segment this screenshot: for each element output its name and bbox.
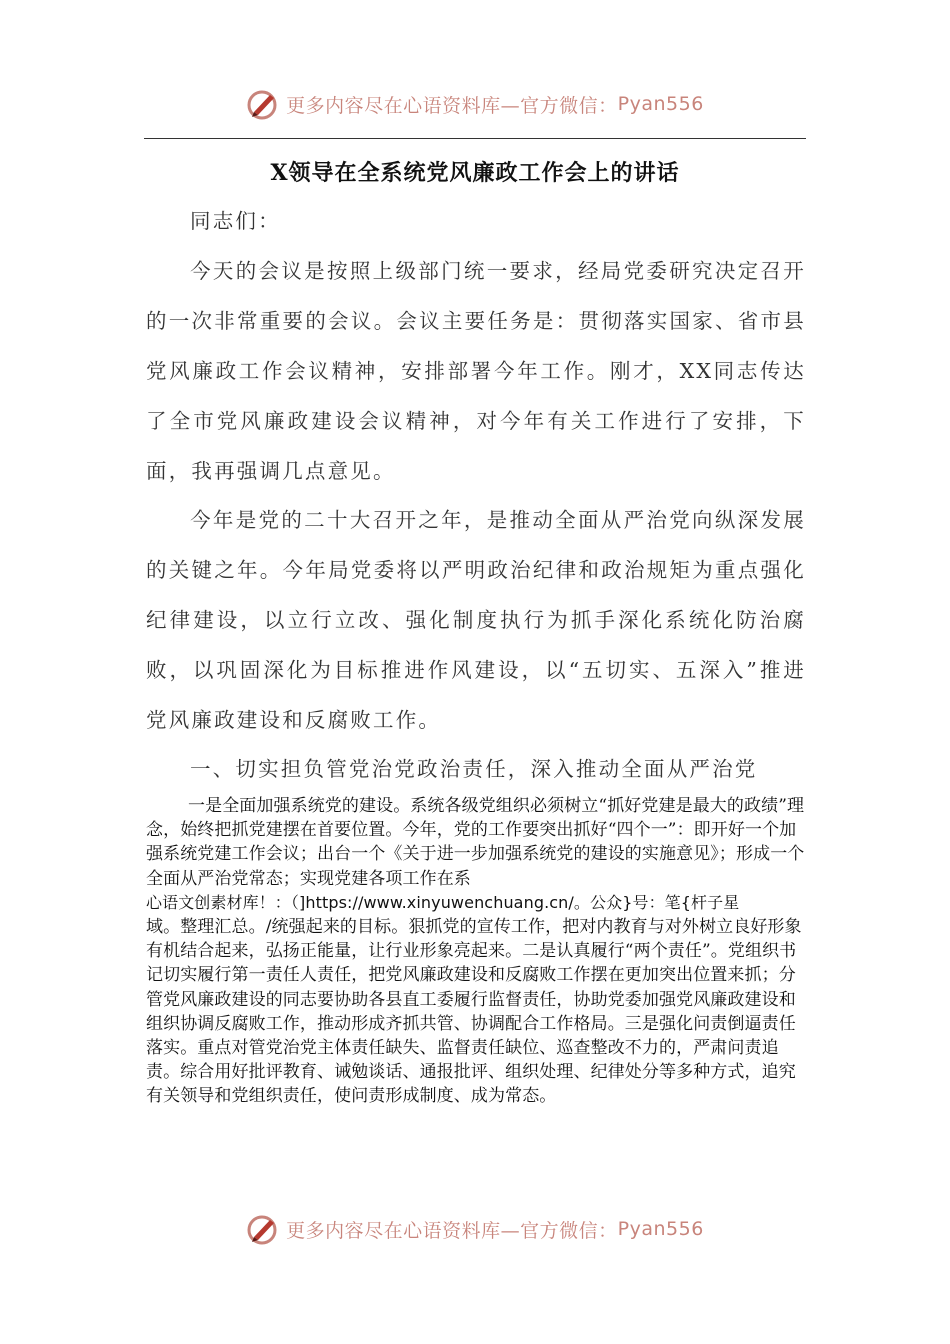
paragraph-1 xyxy=(146,246,806,496)
header-divider xyxy=(144,138,806,139)
paragraph-2 xyxy=(146,495,806,745)
pen-logo-icon xyxy=(246,87,280,121)
watermark-wechat-id: Pyan556 xyxy=(617,93,704,115)
watermark-text: 更多内容尽在心语资料库—官方微信： xyxy=(286,1219,618,1242)
greeting xyxy=(146,196,806,246)
section-heading-1 xyxy=(146,744,806,794)
body-1a: 一是全面加强系统党的建设。系统各级党组织必须树立“抓好党建是最大的政绩”理念，始终把抓党建摆在首要位置。今年，党的工作要突出抓好“四个一”：即开好一个加强系统党建工作会议；出台一个《关于进一步加强系统党的建设的实施意见》；形成一个全面从严治党常态；实现党建各项工作在系 xyxy=(146,796,805,889)
greeting-text: 同志们： xyxy=(190,209,281,233)
body-1b-source-line: 心语文创素材库！：（]https://www.xinyuwenchuang.cn/。公众}号：笔{杆子星 xyxy=(146,892,740,912)
body-1c: 域。整理汇总。/统强起来的目标。狠抓党的宣传工作，把对内教育与对外树立良好形象有机结合起来，弘扬正能量，让行业形象亮起来。二是认真履行“两个责任”。党组织书记切实履行第一责任人责任，把党风廉政建设和反腐败工作摆在更加突出位置来抓；分管党风廉政建设的同志要协助各县直工委履行监督责任，协助党委加强党风廉政建设和组织协调反腐败工作，推动形成齐抓共管、协调配合工作格局。三是强化问责倒逼责任落实。重点对管党治党主体责任缺失、监督责任缺位、巡查整改不力的，严肃问责追责。综合用好批评教育、诫勉谈话、通报批评、组织处理、纪律处分等多种方式，追究有关领导和党组织责任，使问责形成制度、成为常态。 xyxy=(146,917,802,1107)
pen-logo-icon xyxy=(246,1212,280,1246)
document-title: X领导在全系统党风廉政工作会上的讲话 xyxy=(270,160,680,186)
footer-watermark xyxy=(0,1209,950,1249)
header-watermark xyxy=(0,84,950,124)
paragraph-1-text: 今天的会议是按照上级部门统一要求，经局党委研究决定召开的一次非常重要的会议。会议主要任务是：贯彻落实国家、省市县党风廉政工作会议精神，安排部署今年工作。刚才，XX同志传达了全市党风廉政建设会议精神，对今年有关工作进行了安排，下面，我再强调几点意见。 xyxy=(146,259,806,483)
paragraph-2-text: 今年是党的二十大召开之年，是推动全面从严治党向纵深发展的关键之年。今年局党委将以严明政治纪律和政治规矩为重点强化纪律建设，以立行立改、强化制度执行为抓手深化系统化防治腐败，以巩固深化为目标推进作风建设，以“五切实、五深入”推进党风廉政建设和反腐败工作。 xyxy=(146,508,806,732)
section-heading-1-text: 一、切实担负管党治党政治责任，深入推动全面从严治党 xyxy=(190,757,758,781)
watermark-text: 更多内容尽在心语资料库—官方微信： xyxy=(286,94,618,117)
section-1-body xyxy=(146,794,810,1109)
watermark-wechat-id: Pyan556 xyxy=(617,1218,704,1240)
